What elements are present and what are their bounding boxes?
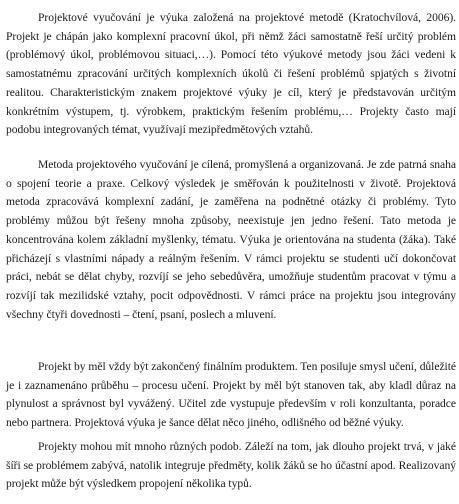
paragraph-3: Projekt by měl vždy být zakončený finálním produktem. Ten posiluje smysl učení, důležité je i zaznamenáno průběhu – procesu učení. Projekt by měl být stanoven tak, aby kladl důraz na plynulost a správnost byl vyvážený. Učitel zde vystupuje především v roli konzultanta, poradce nebo partnera. Projektová výuka je šance dělat něco jiného, odlišného od běžné výuky. — [6, 360, 456, 430]
paragraph-1: Projektové vyučování je výuka založená na projektové metodě (Kratochvílová, 2006). Projekt je chápán jako komplexní pracovní úkol, při němž žáci samostatně řeší určitý problém (problémový úkol, problémovou situaci,…). Pomocí této výukové metody jsou žáci vedeni k samostatnému zpracování určitých komplexních úkolů či řešení problémů spjatých s životní realitou. Charakteristickým znakem projektové výuky je cíl, který je představován určitým konkrétním výstupem, tj. výrobkem, praktickým řešením problému,… Projekty často mají podobu integrovaných témat, využívají mezipředmětových vztahů. — [6, 11, 456, 137]
paragraph-2: Metoda projektového vyučování je cílená, promyšlená a organizovaná. Je zde patrná snaha o spojení teorie a praxe. Celkový výsledek je směřován k použitelnosti v životě. Projektová metoda zpracovává komplexní zadání, je zaměřena na podnětné otázky či problémy. Tyto problémy můžou být řešeny mnoha způsoby, neexistuje jen jedno řešení. Tato metoda je koncentrována kolem základní myšlenky, tématu. Výuka je orientována na studenta (žáka). Také přicházejí s vlastními nápady a reálným řešením. V rámci projektu se studenti učí dokončovat práci, nebát se dělat chyby, rozvíjí se jeho sebedůvěra, umožňuje studentům pracovat v týmu a rozvíjí tak mezilidské vztahy, pocit odpovědnosti. V rámci práce na projektu jsou integrovány všechny čtyři dovednosti – čtení, psaní, poslech a mluvení. — [6, 158, 456, 321]
paragraph-4: Projekty mohou mít mnoho různých podob. Záleží na tom, jak dlouho projekt trvá, v jaké šíři se problémem zabývá, natolik integruje předměty, kolik žáků se ho účastní apod. Realizovaný projekt může být výsledkem propojení několika typů. — [6, 440, 456, 491]
